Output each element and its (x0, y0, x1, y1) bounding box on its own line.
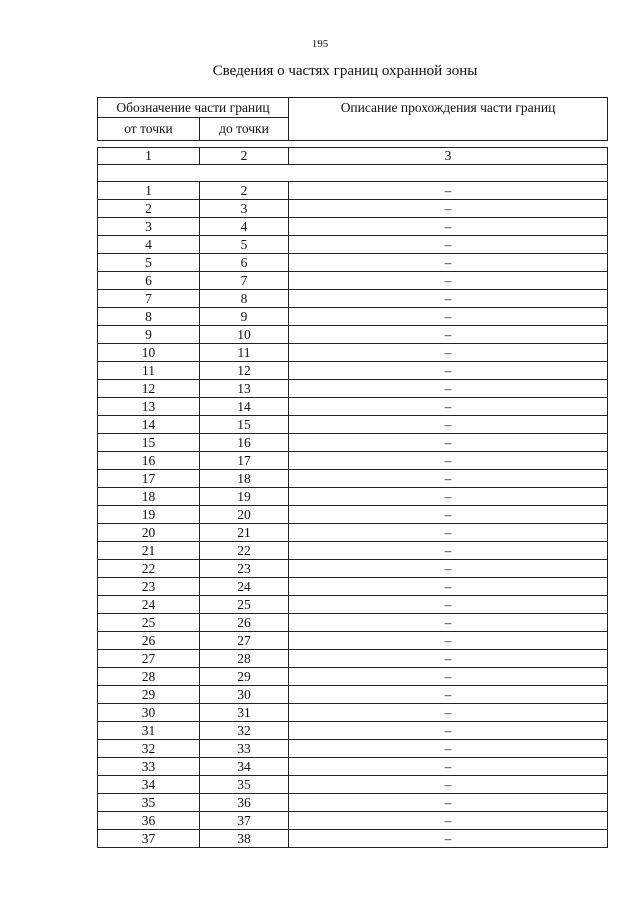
description-cell: – (289, 254, 608, 272)
to-point-cell: 15 (200, 416, 289, 434)
description-cell: – (289, 524, 608, 542)
to-point-cell: 36 (200, 794, 289, 812)
to-point-cell: 7 (200, 272, 289, 290)
description-cell: – (289, 290, 608, 308)
from-point-cell: 36 (98, 812, 200, 830)
table-row (98, 578, 608, 596)
from-point-cell: 1 (98, 182, 200, 200)
from-point-cell: 30 (98, 704, 200, 722)
column-number-row (98, 148, 608, 165)
description-cell: – (289, 596, 608, 614)
table-row (98, 254, 608, 272)
from-point-cell: 19 (98, 506, 200, 524)
table-row (98, 776, 608, 794)
spacer-cell (98, 141, 608, 148)
description-cell: – (289, 776, 608, 794)
description-cell: – (289, 740, 608, 758)
to-point-cell: 27 (200, 632, 289, 650)
from-point-cell: 6 (98, 272, 200, 290)
to-point-cell: 19 (200, 488, 289, 506)
from-point-cell: 20 (98, 524, 200, 542)
from-point-cell: 26 (98, 632, 200, 650)
table-row (98, 722, 608, 740)
to-point-cell: 13 (200, 380, 289, 398)
to-point-cell: 38 (200, 830, 289, 848)
table-row (98, 560, 608, 578)
description-cell: – (289, 416, 608, 434)
boundary-parts-table (97, 97, 608, 848)
to-point-cell: 18 (200, 470, 289, 488)
from-point-cell: 18 (98, 488, 200, 506)
to-point-cell: 4 (200, 218, 289, 236)
table-row (98, 452, 608, 470)
table-row (98, 272, 608, 290)
table-row (98, 236, 608, 254)
to-point-cell: 20 (200, 506, 289, 524)
table-row (98, 596, 608, 614)
header-from-point: от точки (98, 118, 200, 141)
section-row (98, 165, 608, 182)
table-row (98, 812, 608, 830)
table-row (98, 650, 608, 668)
from-point-cell: 28 (98, 668, 200, 686)
from-point-cell: 37 (98, 830, 200, 848)
to-point-cell: 37 (200, 812, 289, 830)
table-row (98, 362, 608, 380)
document-title: Сведения о частях границ охранной зоны (212, 63, 478, 79)
description-cell: – (289, 794, 608, 812)
to-point-cell: 17 (200, 452, 289, 470)
description-cell: – (289, 560, 608, 578)
description-cell: – (289, 272, 608, 290)
description-cell: – (289, 686, 608, 704)
header-boundary-part-designation: Обозначение части границ (98, 98, 289, 118)
to-point-cell: 30 (200, 686, 289, 704)
table-row (98, 470, 608, 488)
from-point-cell: 34 (98, 776, 200, 794)
description-cell: – (289, 308, 608, 326)
from-point-cell: 29 (98, 686, 200, 704)
from-point-cell: 14 (98, 416, 200, 434)
to-point-cell: 23 (200, 560, 289, 578)
from-point-cell: 11 (98, 362, 200, 380)
from-point-cell: 33 (98, 758, 200, 776)
header-spacer (98, 141, 608, 148)
from-point-cell: 9 (98, 326, 200, 344)
description-cell: – (289, 236, 608, 254)
description-cell: – (289, 488, 608, 506)
to-point-cell: 8 (200, 290, 289, 308)
description-cell: – (289, 812, 608, 830)
table-row (98, 218, 608, 236)
description-cell: – (289, 542, 608, 560)
from-point-cell: 31 (98, 722, 200, 740)
from-point-cell: 8 (98, 308, 200, 326)
description-cell: – (289, 668, 608, 686)
from-point-cell: 24 (98, 596, 200, 614)
to-point-cell: 16 (200, 434, 289, 452)
to-point-cell: 14 (200, 398, 289, 416)
table-row (98, 344, 608, 362)
to-point-cell: 25 (200, 596, 289, 614)
description-cell: – (289, 434, 608, 452)
table-row (98, 758, 608, 776)
table-row (98, 416, 608, 434)
to-point-cell: 32 (200, 722, 289, 740)
from-point-cell: 22 (98, 560, 200, 578)
to-point-cell: 21 (200, 524, 289, 542)
from-point-cell: 23 (98, 578, 200, 596)
description-cell: – (289, 470, 608, 488)
table-row (98, 524, 608, 542)
from-point-cell: 21 (98, 542, 200, 560)
table-row (98, 830, 608, 848)
description-cell: – (289, 452, 608, 470)
description-cell: – (289, 506, 608, 524)
from-point-cell: 7 (98, 290, 200, 308)
from-point-cell: 35 (98, 794, 200, 812)
description-cell: – (289, 704, 608, 722)
table-row (98, 740, 608, 758)
to-point-cell: 5 (200, 236, 289, 254)
to-point-cell: 31 (200, 704, 289, 722)
table-row (98, 398, 608, 416)
table-row (98, 488, 608, 506)
header-description: Описание прохождения части границ (289, 98, 608, 141)
to-point-cell: 26 (200, 614, 289, 632)
to-point-cell: 2 (200, 182, 289, 200)
from-point-cell: 12 (98, 380, 200, 398)
from-point-cell: 32 (98, 740, 200, 758)
table-row (98, 542, 608, 560)
description-cell: – (289, 218, 608, 236)
column-number-2: 2 (200, 148, 289, 165)
to-point-cell: 22 (200, 542, 289, 560)
to-point-cell: 35 (200, 776, 289, 794)
description-cell: – (289, 722, 608, 740)
to-point-cell: 6 (200, 254, 289, 272)
from-point-cell: 27 (98, 650, 200, 668)
description-cell: – (289, 650, 608, 668)
to-point-cell: 11 (200, 344, 289, 362)
description-cell: – (289, 578, 608, 596)
from-point-cell: 2 (98, 200, 200, 218)
table-row (98, 200, 608, 218)
to-point-cell: 24 (200, 578, 289, 596)
description-cell: – (289, 380, 608, 398)
to-point-cell: 29 (200, 668, 289, 686)
from-point-cell: 3 (98, 218, 200, 236)
table-row (98, 614, 608, 632)
header-to-point: до точки (200, 118, 289, 141)
description-cell: – (289, 830, 608, 848)
table-row (98, 308, 608, 326)
table-row (98, 686, 608, 704)
description-cell: – (289, 614, 608, 632)
from-point-cell: 5 (98, 254, 200, 272)
to-point-cell: 33 (200, 740, 289, 758)
table-row (98, 668, 608, 686)
description-cell: – (289, 632, 608, 650)
table-row (98, 794, 608, 812)
description-cell: – (289, 398, 608, 416)
to-point-cell: 28 (200, 650, 289, 668)
column-number-3: 3 (289, 148, 608, 165)
description-cell: – (289, 758, 608, 776)
to-point-cell: 12 (200, 362, 289, 380)
description-cell: – (289, 182, 608, 200)
to-point-cell: 10 (200, 326, 289, 344)
from-point-cell: 13 (98, 398, 200, 416)
to-point-cell: 34 (200, 758, 289, 776)
from-point-cell: 15 (98, 434, 200, 452)
table-row (98, 704, 608, 722)
from-point-cell: 4 (98, 236, 200, 254)
to-point-cell: 3 (200, 200, 289, 218)
table-row (98, 182, 608, 200)
from-point-cell: 17 (98, 470, 200, 488)
from-point-cell: 16 (98, 452, 200, 470)
table-row (98, 632, 608, 650)
description-cell: – (289, 200, 608, 218)
table-row (98, 506, 608, 524)
page-number: 195 (311, 38, 329, 50)
table-row (98, 290, 608, 308)
description-cell: – (289, 362, 608, 380)
section-cell (98, 165, 608, 182)
table-row (98, 326, 608, 344)
table-row (98, 380, 608, 398)
from-point-cell: 10 (98, 344, 200, 362)
table-row (98, 434, 608, 452)
column-number-1: 1 (98, 148, 200, 165)
description-cell: – (289, 326, 608, 344)
header-row (98, 98, 608, 118)
from-point-cell: 25 (98, 614, 200, 632)
to-point-cell: 9 (200, 308, 289, 326)
description-cell: – (289, 344, 608, 362)
